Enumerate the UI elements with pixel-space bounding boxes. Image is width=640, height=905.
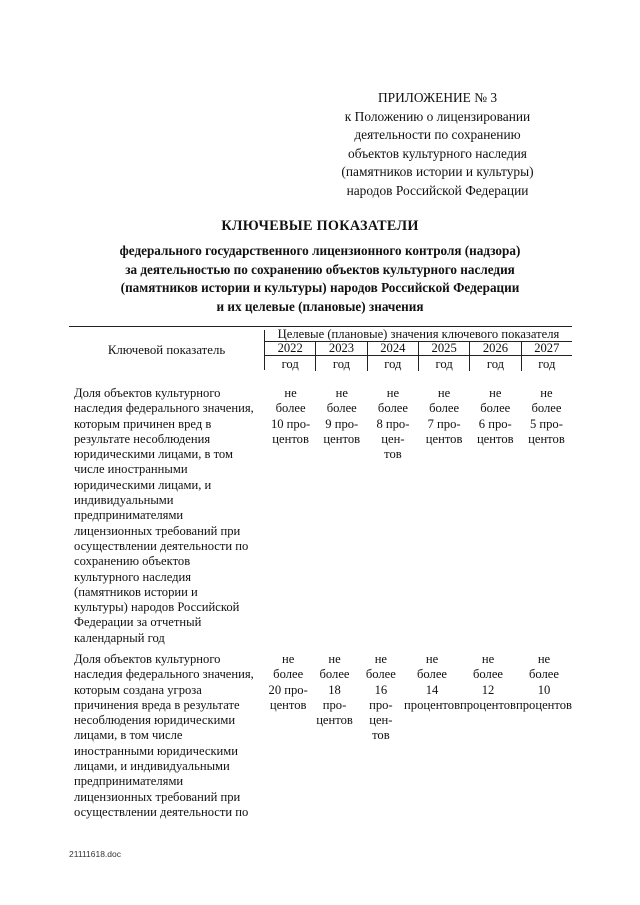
year-unit: год xyxy=(384,357,402,371)
target-value-line: более xyxy=(480,401,511,416)
target-value-cell xyxy=(521,386,572,462)
target-value-line: цен- xyxy=(369,713,393,728)
target-value-line: не xyxy=(284,386,297,400)
appendix-line: (памятников истории и культуры) xyxy=(341,164,534,180)
target-value-line: центов xyxy=(425,431,463,446)
target-value-cell xyxy=(367,386,418,462)
target-value-line: 5 про- xyxy=(529,416,563,431)
year-number: 2025 xyxy=(419,341,469,356)
target-value-line: не xyxy=(335,386,348,400)
year-unit: год xyxy=(332,357,351,371)
target-value-line: про- xyxy=(369,697,393,712)
target-value-line: не xyxy=(540,386,553,400)
target-value-line: не xyxy=(537,652,551,666)
indicator-label-line: культуры) народов Российской xyxy=(74,600,240,615)
target-value-line: 7 про- xyxy=(427,416,461,431)
target-values xyxy=(265,386,572,462)
target-value-line: более xyxy=(377,401,408,416)
indicator-label-line: лицензионных требований при xyxy=(74,523,241,538)
indicator-label-line: культурного наследия xyxy=(74,569,192,584)
target-value-line: более xyxy=(473,667,504,682)
target-value-line: процентов xyxy=(460,697,516,712)
year-column-header xyxy=(469,341,520,371)
document-subtitle xyxy=(70,242,570,316)
target-value-line: не xyxy=(437,386,451,400)
target-value-line: 18 xyxy=(328,682,341,697)
target-value-cell xyxy=(470,386,521,462)
target-value-line: не xyxy=(425,652,439,666)
indicator-label-line: предпринимателями xyxy=(74,774,184,789)
target-value-line: 16 xyxy=(374,682,388,697)
appendix-line: к Положению о лицензировании xyxy=(344,108,531,124)
indicator-column-header: Ключевой показатель xyxy=(69,330,265,370)
indicator-label-line: которым создана угроза xyxy=(74,682,202,697)
year-column-header xyxy=(367,341,418,371)
indicator-label-line: осуществлении деятельности по xyxy=(74,538,249,553)
appendix-heading: ПРИЛОЖЕНИЕ № 3 xyxy=(377,90,498,105)
indicator-label-line: юридическими лицами, и xyxy=(74,477,212,492)
target-value-line: 14 xyxy=(425,682,439,697)
target-value-line: 6 про- xyxy=(478,416,512,431)
target-value-line: не xyxy=(328,652,341,666)
target-value-line: более xyxy=(417,667,448,682)
target-value-line: про- xyxy=(322,697,347,712)
indicator-label-line: числе иностранными xyxy=(74,462,188,477)
year-unit: год xyxy=(538,357,556,371)
target-value-line: 20 про- xyxy=(268,682,308,697)
target-value-cell xyxy=(516,652,572,744)
appendix-line: объектов культурного наследия xyxy=(348,145,527,161)
target-value-cell xyxy=(265,386,316,462)
target-value-cell xyxy=(316,386,367,462)
year-column-header xyxy=(265,341,315,371)
indicator-label xyxy=(74,386,264,646)
indicator-label-line: Доля объектов культурного xyxy=(74,386,221,400)
target-value-line: центов xyxy=(476,431,514,446)
indicator-label-line: юридическими лицами, в том xyxy=(74,447,233,462)
indicator-label xyxy=(74,652,264,820)
target-value-line: 9 про- xyxy=(325,416,359,431)
indicator-label-line: сохранению объектов xyxy=(74,554,191,569)
subtitle-line: федерального государственного лицензионного контроля (надзора) xyxy=(119,243,521,258)
indicator-label-line: результате несоблюдения xyxy=(74,431,211,446)
indicator-label-line: наследия федерального значения, xyxy=(74,667,254,682)
target-value-line: более xyxy=(326,401,357,416)
target-value-cell xyxy=(265,652,311,744)
year-unit: год xyxy=(486,357,505,371)
target-value-line: 10 про- xyxy=(270,416,311,431)
target-value-line: цен- xyxy=(381,431,405,446)
year-column-header xyxy=(521,341,572,371)
appendix-line: народов Российской Федерации xyxy=(346,182,529,198)
target-value-line: более xyxy=(531,401,562,416)
subtitle-line: (памятников истории и культуры) народов Российской Федерации xyxy=(120,280,520,295)
indicator-label-line: осуществлении деятельности по xyxy=(74,804,249,819)
target-value-line: процентов xyxy=(516,697,572,712)
target-value-line: центов xyxy=(316,713,353,728)
indicator-label-line: иностранными юридическими xyxy=(74,743,239,758)
target-value-line: центов xyxy=(272,431,309,446)
target-value-line: не xyxy=(282,652,295,666)
appendix-block xyxy=(300,89,575,201)
target-values-group-header: Целевые (плановые) значения ключевого показателя xyxy=(265,327,572,342)
indicator-label-line: лицензионных требований при xyxy=(74,789,241,804)
year-column-header xyxy=(418,341,469,371)
target-value-line: 8 про- xyxy=(376,416,410,431)
year-unit: год xyxy=(435,357,453,371)
target-value-line: более xyxy=(528,667,559,682)
target-value-line: более xyxy=(273,667,304,682)
target-value-line: тов xyxy=(384,447,402,462)
target-value-line: центов xyxy=(269,697,307,712)
target-value-line: 12 xyxy=(481,682,495,697)
indicator-label-line: календарный год xyxy=(74,630,165,645)
year-number: 2024 xyxy=(368,341,418,356)
indicator-label-line: Доля объектов культурного xyxy=(74,652,221,666)
target-value-line: процентов xyxy=(404,697,461,712)
target-value-cell xyxy=(419,386,470,462)
target-value-line: более xyxy=(319,667,350,682)
year-number: 2023 xyxy=(316,341,366,356)
target-values xyxy=(265,652,572,744)
file-name-footer: 21111618.doc xyxy=(69,849,121,859)
year-number: 2027 xyxy=(522,341,572,356)
target-value-cell xyxy=(404,652,460,744)
subtitle-line: и их целевые (плановые) значения xyxy=(216,298,424,314)
target-value-line: центов xyxy=(323,431,361,446)
year-columns-header xyxy=(265,341,572,371)
target-value-line: более xyxy=(275,401,306,416)
indicator-label-line: (памятников истории и xyxy=(74,584,198,599)
indicator-label-line: которым причинен вред в xyxy=(74,416,212,431)
indicator-label-line: лицами, и индивидуальными xyxy=(74,759,230,774)
indicator-label-line: причинения вреда в результате xyxy=(74,697,240,712)
target-value-line: не xyxy=(374,652,388,666)
target-value-line: более xyxy=(429,401,460,416)
target-value-line: не xyxy=(481,652,495,666)
target-value-line: не xyxy=(489,386,502,400)
target-value-line: не xyxy=(386,386,400,400)
year-column-header xyxy=(315,341,366,371)
year-number: 2026 xyxy=(470,341,520,356)
indicator-label-line: индивидуальными xyxy=(74,493,174,508)
document-title: КЛЮЧЕВЫЕ ПОКАЗАТЕЛИ xyxy=(221,218,419,234)
indicator-label-line: несоблюдения юридическими xyxy=(74,713,236,728)
year-unit: год xyxy=(281,357,299,371)
subtitle-line: за деятельностью по сохранению объектов культурного наследия xyxy=(125,261,515,277)
target-value-cell xyxy=(311,652,357,744)
indicator-label-line: предпринимателями xyxy=(74,508,184,523)
target-value-line: более xyxy=(365,667,396,682)
appendix-line: деятельности по сохранению xyxy=(354,127,521,143)
year-number: 2022 xyxy=(265,341,315,356)
target-value-cell xyxy=(358,652,404,744)
target-value-cell xyxy=(460,652,516,744)
target-value-line: тов xyxy=(372,728,390,743)
indicator-label-line: лицами, в том числе xyxy=(74,728,183,743)
indicator-label-line: наследия федерального значения, xyxy=(74,401,254,416)
target-value-line: центов xyxy=(528,431,565,446)
target-value-line: 10 xyxy=(537,682,551,697)
indicator-label-line: Федерации за отчетный xyxy=(74,615,202,630)
